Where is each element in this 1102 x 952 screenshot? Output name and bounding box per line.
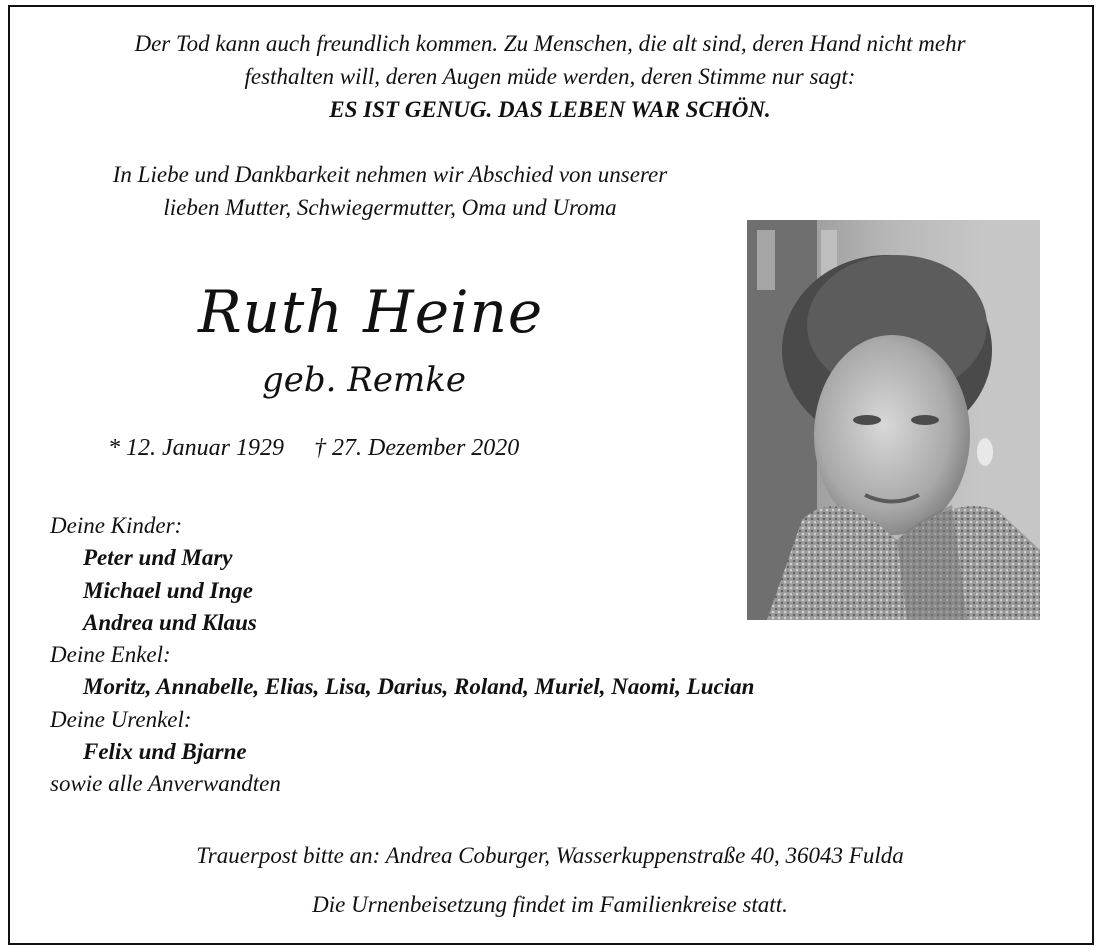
child-entry: Peter und Mary bbox=[83, 545, 233, 571]
motto-line-1: Der Tod kann auch freundlich kommen. Zu Menschen, die alt sind, deren Hand nicht mehr bbox=[134, 31, 966, 56]
child-entry: Michael und Inge bbox=[83, 577, 253, 603]
great-grandchildren-names: Felix und Bjarne bbox=[83, 739, 247, 765]
burial-note: Die Urnenbeisetzung findet im Familienkreise statt. bbox=[312, 892, 788, 917]
motto-line-3: ES IST GENUG. DAS LEBEN WAR SCHÖN. bbox=[329, 97, 771, 122]
motto-line-2: festhalten will, deren Augen müde werden, deren Stimme nur sagt: bbox=[244, 64, 856, 89]
mourning-address: Trauerpost bitte an: Andrea Coburger, Wasserkuppenstraße 40, 36043 Fulda bbox=[196, 843, 904, 868]
death-date: † 27. Dezember 2020 bbox=[314, 435, 520, 461]
great-grandchildren-label: Deine Urenkel: bbox=[50, 706, 192, 732]
grandchildren-names: Moritz, Annabelle, Elias, Lisa, Darius, Roland, Muriel, Naomi, Lucian bbox=[83, 674, 755, 700]
maiden-name: geb. Remke bbox=[262, 360, 466, 400]
relatives-note: sowie alle Anverwandten bbox=[50, 771, 281, 797]
child-entry: Andrea und Klaus bbox=[83, 609, 257, 635]
portrait-image bbox=[747, 220, 1040, 620]
mourners-list bbox=[50, 510, 754, 801]
life-dates bbox=[108, 435, 519, 462]
birth-date: * 12. Januar 1929 bbox=[108, 435, 284, 461]
portrait-photo bbox=[747, 220, 1040, 620]
intro-line-2: lieben Mutter, Schwiegermutter, Oma und Uroma bbox=[163, 195, 617, 220]
children-label: Deine Kinder: bbox=[50, 513, 183, 538]
deceased-name: Ruth Heine bbox=[198, 278, 544, 346]
intro-line-1: In Liebe und Dankbarkeit nehmen wir Abschied von unserer bbox=[112, 162, 668, 187]
grandchildren-label: Deine Enkel: bbox=[50, 642, 171, 668]
